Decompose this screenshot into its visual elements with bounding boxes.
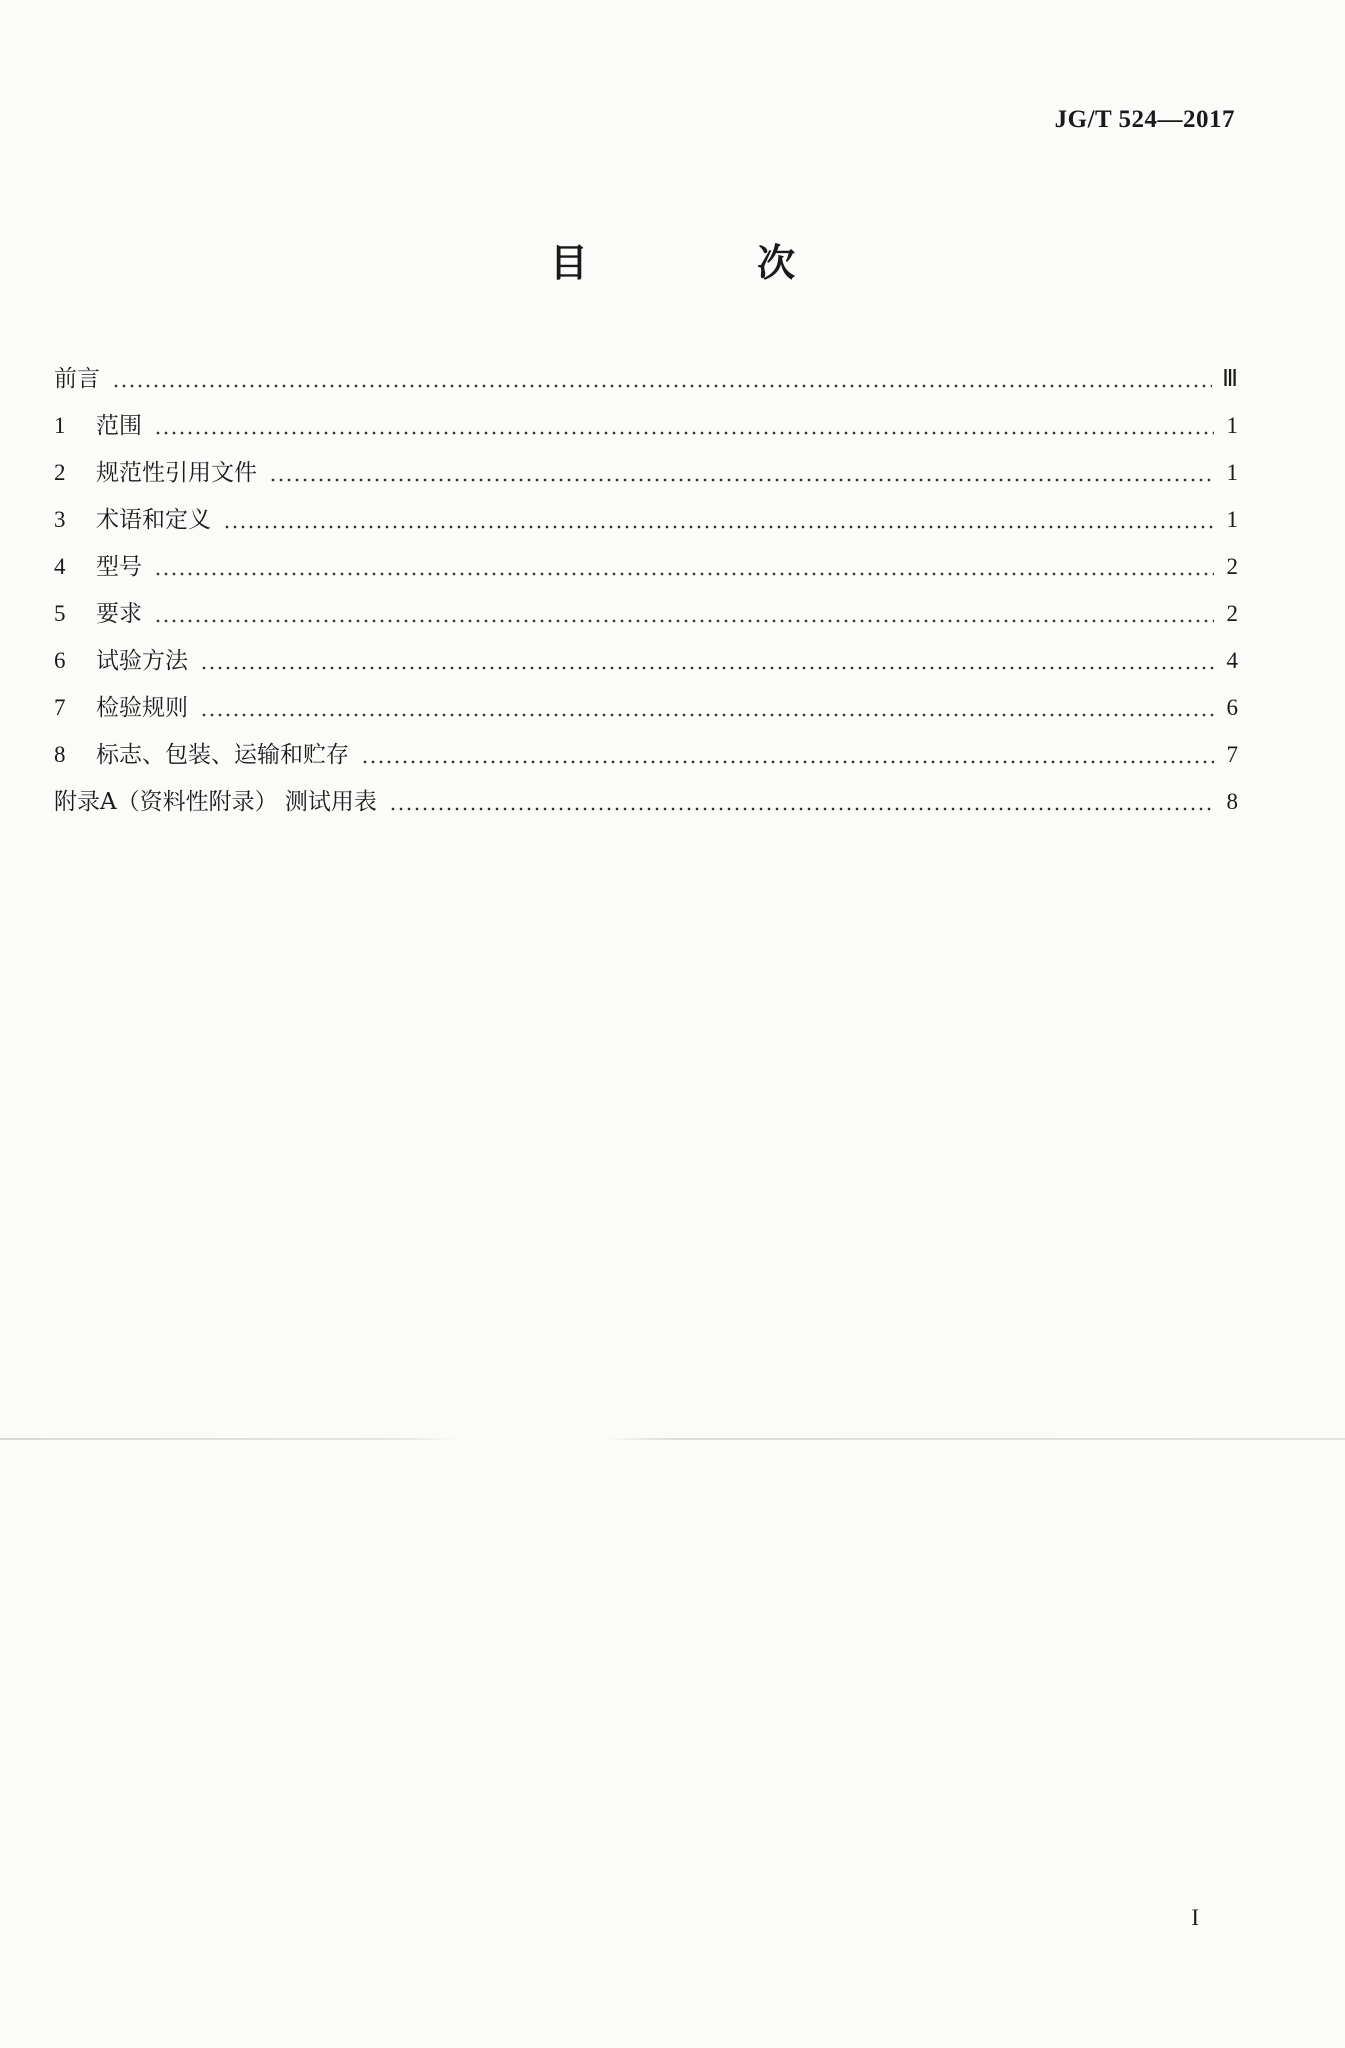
toc-leader-dots [200,666,1214,670]
toc-leader-dots [200,713,1214,717]
toc-page-number: 8 [1226,789,1238,814]
toc-leader-dots [223,525,1214,529]
toc-page-number: 2 [1226,554,1238,579]
page-title: 目 次 [549,241,874,285]
toc-entry-normative-references[interactable] [54,454,1238,501]
toc-leader-dots [154,431,1214,435]
toc-section-number: 7 [54,695,66,720]
table-of-contents [54,360,1238,830]
toc-page-number: 7 [1226,742,1238,767]
toc-section-number: 5 [54,601,66,626]
toc-page-number: 1 [1226,460,1238,485]
toc-label: 术语和定义 [96,507,211,533]
toc-entry-scope[interactable] [54,407,1238,454]
toc-entry-foreword[interactable] [54,360,1238,407]
toc-section-number: 1 [54,413,66,438]
toc-label: 前言 [54,366,100,392]
toc-section-number: 6 [54,648,66,673]
toc-leader-dots [269,478,1214,482]
toc-label: 要求 [96,601,142,627]
toc-leader-dots [361,760,1214,764]
toc-page-number: Ⅲ [1222,366,1238,391]
toc-label: 型号 [96,554,142,580]
toc-label: 检验规则 [96,695,188,721]
toc-leader-dots [112,384,1212,388]
toc-section-number: 2 [54,460,66,485]
toc-leader-dots [389,807,1214,811]
toc-section-number: 8 [54,742,66,767]
toc-leader-dots [154,619,1214,623]
toc-entry-test-methods[interactable] [54,642,1238,689]
toc-page-number: 1 [1226,413,1238,438]
toc-page-number: 1 [1226,507,1238,532]
toc-entry-requirements[interactable] [54,595,1238,642]
toc-label: 标志、包装、运输和贮存 [96,742,349,768]
toc-page-number: 6 [1226,695,1238,720]
toc-label: 范围 [96,413,142,439]
standard-code: JG/T 524—2017 [1054,106,1235,133]
toc-page-number: 2 [1226,601,1238,626]
toc-entry-annex-a[interactable] [54,783,1238,830]
toc-label: 试验方法 [96,648,188,674]
toc-entry-model[interactable] [54,548,1238,595]
toc-section-number: 3 [54,507,66,532]
toc-label: 规范性引用文件 [96,460,257,486]
scan-artifact-line [0,1438,1345,1440]
toc-leader-dots [154,572,1214,576]
toc-entry-inspection-rules[interactable] [54,689,1238,736]
toc-entry-marking-packaging[interactable] [54,736,1238,783]
toc-page-number: 4 [1226,648,1238,673]
toc-entry-terms-definitions[interactable] [54,501,1238,548]
toc-label: 附录A（资料性附录） 测试用表 [54,789,377,815]
footer-page-number: I [1191,1905,1199,1930]
toc-section-number: 4 [54,554,66,579]
